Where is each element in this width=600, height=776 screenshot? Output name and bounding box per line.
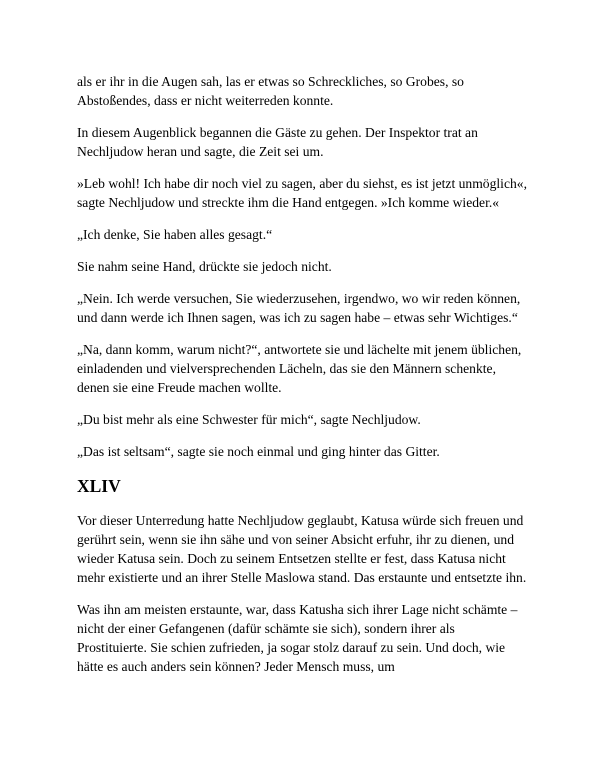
paragraph: „Du bist mehr als eine Schwester für mich“, sagte Nechljudow. (77, 412, 421, 427)
paragraph: Vor dieser Unterredung hatte Nechljudow geglaubt, Katusa würde sich freuen und gerührt sein, wenn sie ihn sähe und von seiner Absicht erfuhr, ihr zu dienen, und wieder Katusa sein. Doch zu seinem Entsetzen stellte er fest, dass Katusa nicht mehr existierte und an ihrer Stelle Maslowa stand. Das erstaunte und entsetzte ihn. (77, 513, 527, 585)
paragraph: „Na, dann komm, warum nicht?“, antwortete sie und lächelte mit jenem üblichen, einladenden und vielversprechenden Lächeln, das sie den Männern schenkte, denen sie eine Freude machen wollte. (77, 342, 522, 395)
document-page (77, 72, 527, 689)
paragraph: als er ihr in die Augen sah, las er etwas so Schreckliches, so Grobes, so Abstoßendes, dass er nicht weiterreden konnte. (77, 74, 464, 108)
paragraph: „Ich denke, Sie haben alles gesagt.“ (77, 227, 273, 242)
paragraph: Was ihn am meisten erstaunte, war, dass Katusha sich ihrer Lage nicht schämte – nicht der einer Gefangenen (dafür schämte sie sich), sondern ihrer als Prostituierte. Sie schien zufrieden, ja sogar stolz darauf zu sein. Und doch, wie hätte es auch anders sein können? Jeder Mensch muss, um (77, 602, 518, 674)
paragraph: Sie nahm seine Hand, drückte sie jedoch nicht. (77, 259, 332, 274)
paragraph: In diesem Augenblick begannen die Gäste zu gehen. Der Inspektor trat an Nechljudow heran und sagte, die Zeit sei um. (77, 125, 478, 159)
paragraph: „Das ist seltsam“, sagte sie noch einmal und ging hinter das Gitter. (77, 444, 440, 459)
paragraph: „Nein. Ich werde versuchen, Sie wiederzusehen, irgendwo, wo wir reden können, und dann werde ich Ihnen sagen, was ich zu sagen habe – etwas sehr Wichtiges.“ (77, 291, 521, 325)
chapter-heading: XLIV (77, 476, 121, 496)
paragraph: »Leb wohl! Ich habe dir noch viel zu sagen, aber du siehst, es ist jetzt unmöglich«, sagte Nechljudow und streckte ihm die Hand entgegen. »Ich komme wieder.« (77, 176, 527, 210)
